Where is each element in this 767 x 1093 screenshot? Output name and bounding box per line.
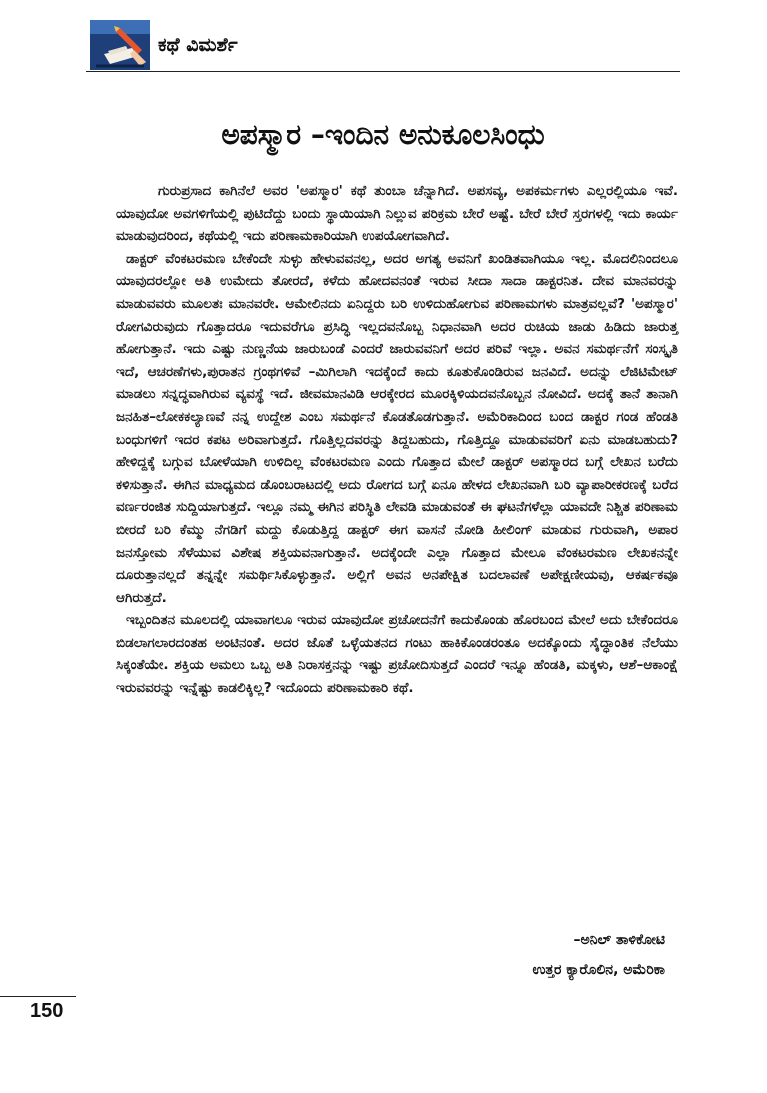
header-divider	[86, 71, 680, 72]
article-title: ಅಪಸ್ಮಾರ –ಇಂದಿನ ಅನುಕೂಲಸಿಂಧು	[221, 118, 545, 151]
article-body	[116, 180, 678, 700]
paragraph: ಇಬ್ಬಂದಿತನ ಮೂಲದಲ್ಲಿ ಯಾವಾಗಲೂ ಇರುವ ಯಾವುದೋ ಪ್ರಚೋದನೆಗೆ ಕಾದುಕೊಂಡು ಹೊರಬಂದ ಮೇಲೆ ಅದು ಬೇಕೆಂದರೂ ಬಿಡಲಾಗಲಾರದಂತಹ ಅಂಟಿನಂತೆ. ಅದರ ಜೊತೆ ಒಳ್ಳೆಯತನದ ಗಂಟು ಹಾಕಿಕೊಂಡರಂತೂ ಅದಕ್ಕೊಂದು ಸೈದ್ಧಾಂತಿಕ ನೆಲೆಯು ಸಿಕ್ಕಂತೆಯೇ. ಶಕ್ತಿಯ ಅಮಲು ಒಬ್ಬ ಅತಿ ನಿರಾಸಕ್ತನನ್ನು ಇಷ್ಟು ಪ್ರಚೋದಿಸುತ್ತದೆ ಎಂದರೆ ಇನ್ನೂ ಹೆಂಡತಿ, ಮಕ್ಕಳು, ಆಶೆ–ಆಕಾಂಕ್ಷೆ ಇರುವವರನ್ನು ಇನ್ನೆಷ್ಟು ಕಾಡಲಿಕ್ಕಿಲ್ಲ? ಇದೊಂದು ಪರಿಣಾಮಕಾರಿ ಕಥೆ.	[116, 612, 678, 697]
author-location: ಉತ್ತರ ಕ್ಯಾರೊಲಿನ, ಅಮೆರಿಕಾ	[532, 962, 665, 978]
footer-divider	[0, 996, 76, 997]
section-title: ಕಥೆ ವಿಮರ್ಶೆ	[158, 34, 238, 56]
pen-writing-icon	[90, 20, 150, 70]
author-name: –ಅನಿಲ್ ತಾಳಿಕೋಟಿ	[573, 932, 665, 948]
paragraph: ಗುರುಪ್ರಸಾದ ಕಾಗಿನೆಲೆ ಅವರ 'ಅಪಸ್ಮಾರ' ಕಥೆ ತುಂಬಾ ಚೆನ್ನಾಗಿದೆ. ಅಪಸವ್ಯ, ಅಪಕರ್ಮಗಳು ಎಲ್ಲರಲ್ಲಿಯೂ ಇವೆ. ಯಾವುದೋ ಅವಗಳಿಗೆಯಲ್ಲಿ ಪುಟಿದೆದ್ದು ಬಂದು ಸ್ಥಾಯಿಯಾಗಿ ನಿಲ್ಲುವ ಪರಿಕ್ರಮ ಬೇರೆ ಅಷ್ಟೆ. ಬೇರೆ ಬೇರೆ ಸ್ತರಗಳಲ್ಲಿ ಇದು ಕಾರ್ಯ ಮಾಡುವುದರಿಂದ, ಕಥೆಯಲ್ಲಿ ಇದು ಪರಿಣಾಮಕಾರಿಯಾಗಿ ಉಪಯೋಗವಾಗಿದೆ.	[116, 183, 678, 245]
page-header	[86, 20, 680, 72]
page-number: 150	[30, 1000, 64, 1022]
paragraph: ಡಾಕ್ಟರ್ ವೆಂಕಟರಮಣ ಬೇಕೆಂದೇ ಸುಳ್ಳು ಹೇಳುವವನಲ್ಲ, ಅದರ ಅಗತ್ಯ ಅವನಿಗೆ ಖಂಡಿತವಾಗಿಯೂ ಇಲ್ಲ. ಮೊದಲಿನಿಂದಲೂ ಯಾವುದರಲ್ಲೋ ಅತಿ ಉಮೇದು ತೋರದೆ, ಕಳೆದು ಹೋದವನಂತೆ ಇರುವ ಸೀದಾ ಸಾದಾ ಡಾಕ್ಟರನಿತ. ದೇವ ಮಾನವರನ್ನು ಮಾಡುವವರು ಮೂಲತಃ ಮಾನವರೇ. ಆಮೇಲಿನದು ಏನಿದ್ದರು ಬರಿ ಉಳಿದುಹೋಗುವ ಪರಿಣಾಮಗಳು ಮಾತ್ರವಲ್ಲವೆ? 'ಅಪಸ್ಮಾರ' ರೋಗವಿರುವುದು ಗೊತ್ತಾದರೂ ಇದುವರೆಗೂ ಪ್ರಸಿದ್ಧಿ ಇಲ್ಲದವನೊಬ್ಬ ನಿಧಾನವಾಗಿ ಅದರ ರುಚಿಯ ಜಾಡು ಹಿಡಿದು ಜಾರುತ್ತ ಹೋಗುತ್ತಾನೆ. ಇದು ಎಷ್ಟು ನುಣ್ಣನೆಯ ಜಾರುಬಂಡೆ ಎಂದರೆ ಜಾರುವವನಿಗೆ ಅದರ ಪರಿವೆ ಇಲ್ಲಾ. ಅವನ ಸಮರ್ಥನೆಗೆ ಸಂಸ್ಕೃತಿ ಇದೆ, ಆಚರಣೆಗಳು,ಪುರಾತನ ಗ್ರಂಥಗಳಿವೆ –ಮಿಗಿಲಾಗಿ ಇದಕ್ಕೆಂದೆ ಕಾದು ಕೂತುಕೊಂಡಿರುವ ಜನವಿದೆ. ಅದನ್ನು ಲೆಜಿಟಿಮೇಟ್ ಮಾಡಲು ಸನ್ನದ್ಧವಾಗಿರುವ ವ್ಯವಸ್ಥೆ ಇದೆ. ಜೀವಮಾನವಿಡಿ ಆರಕ್ಕೇರದ ಮೂರಕ್ಕಿಳಿಯದವನೊಬ್ಬನ ನೋವಿದೆ. ಅದಕ್ಕೆ ತಾನೆ ತಾನಾಗಿ ಜನಹಿತ–ಲೋಕಕಲ್ಯಾಣವೆ ನನ್ನ ಉದ್ದೇಶ ಎಂಬ ಸಮರ್ಥನೆ ಕೊಡತೊಡಗುತ್ತಾನೆ. ಅಮೆರಿಕಾದಿಂದ ಬಂದ ಡಾಕ್ಟರ ಗಂಡ ಹೆಂಡತಿ ಬಂಧುಗಳಿಗೆ ಇದರ ಕಪಟ ಅರಿವಾಗುತ್ತದೆ. ಗೊತ್ತಿಲ್ಲದವರನ್ನು ತಿದ್ದಬಹುದು, ಗೊತ್ತಿದ್ದೂ ಮಾಡುವವರಿಗೆ ಏನು ಮಾಡಬಹುದು? ಹೇಳಿದ್ದಕ್ಕೆ ಬಗ್ಗುವ ಬೋಳೆಯಾಗಿ ಉಳಿದಿಲ್ಲ ವೆಂಕಟರಮಣ ಎಂದು ಗೊತ್ತಾದ ಮೇಲೆ ಡಾಕ್ಟರ್ ಅಪಸ್ಮಾರದ ಬಗ್ಗೆ ಲೇಖನ ಬರೆದು ಕಳಿಸುತ್ತಾನೆ. ಈಗಿನ ಮಾಧ್ಯಮದ ಡೊಂಬರಾಟದಲ್ಲಿ ಅದು ರೋಗದ ಬಗ್ಗೆ ಏನೂ ಹೇಳದ ಲೇಖನವಾಗಿ ಬರಿ ವ್ಯಾಪಾರೀಕರಣಕ್ಕೆ ಬರೆದ ವರ್ಣರಂಜಿತ ಸುದ್ದಿಯಾಗುತ್ತದೆ. ಇಲ್ಲೂ ನಮ್ಮ ಈಗಿನ ಪರಿಸ್ಥಿತಿ ಲೇವಡಿ ಮಾಡುವಂತೆ ಈ ಘಟನೆಗಳೆಲ್ಲಾ ಯಾವದೇ ನಿಶ್ಚಿತ ಪರಿಣಾಮ ಬೀರದೆ ಬರಿ ಕೆಮ್ಮು ನೆಗಡಿಗೆ ಮದ್ದು ಕೊಡುತ್ತಿದ್ದ ಡಾಕ್ಟರ್ ಈಗ ವಾಸನೆ ನೋಡಿ ಹೀಲಿಂಗ್ ಮಾಡುವ ಗುರುವಾಗಿ, ಅಪಾರ ಜನಸ್ತೋಮ ಸೆಳೆಯುವ ವಿಶೇಷ ಶಕ್ತಿಯವನಾಗುತ್ತಾನೆ. ಅದಕ್ಕೆಂದೇ ಎಲ್ಲಾ ಗೊತ್ತಾದ ಮೇಲೂ ವೆಂಕಟರಮಣ ಲೇಖಕನನ್ನೇ ದೂರುತ್ತಾನಲ್ಲದೆ ತನ್ನನ್ನೇ ಸಮರ್ಥಿಸಿಕೊಳ್ಳುತ್ತಾನೆ. ಅಲ್ಲಿಗೆ ಅವನ ಅನಪೇಕ್ಷಿತ ಬದಲಾವಣೆ ಅಪೇಕ್ಷಣೀಯವು, ಆಕರ್ಷಕವೂ ಆಗಿರುತ್ತದೆ.	[116, 250, 678, 606]
